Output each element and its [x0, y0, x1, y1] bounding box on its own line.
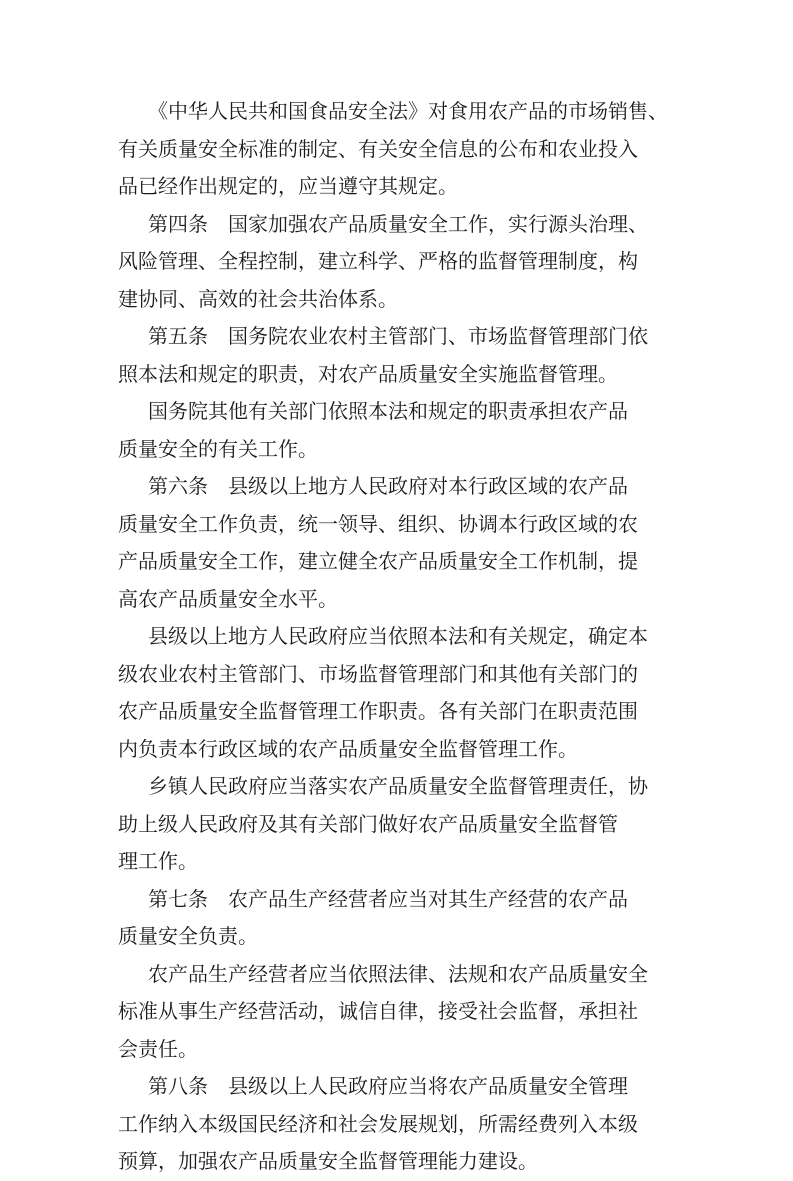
article-number: 第四条	[148, 211, 208, 236]
paragraph-line	[118, 93, 680, 131]
article-number: 第八条	[148, 1074, 208, 1098]
text: 有关质量安全标准的制定、有关安全信息的公布和农业投入	[118, 136, 638, 161]
text: 乡镇人民政府应当落实农产品质量安全监督管理责任，协	[148, 774, 648, 798]
paragraph-line	[118, 393, 680, 431]
text: 预算，加强农产品质量安全监督管理能力建设。	[118, 1149, 538, 1173]
paragraph-line	[118, 506, 680, 544]
paragraph-line	[118, 806, 680, 844]
text: 农产品生产经营者应当对其生产经营的农产品	[228, 886, 628, 911]
text: 理工作。	[118, 849, 198, 873]
paragraph-line	[118, 281, 680, 319]
text: 高农产品质量安全水平。	[118, 586, 338, 611]
text: 质量安全工作负责，统一领导、组织、协调本行政区域的农	[118, 511, 638, 536]
text: 标准从事生产经营活动，诚信自律，接受社会监督，承担社	[118, 999, 638, 1023]
text: 产品质量安全工作，建立健全农产品质量安全工作机制，提	[118, 549, 638, 573]
paragraph-line	[118, 1143, 680, 1181]
text: 级农业农村主管部门、市场监督管理部门和其他有关部门的	[118, 661, 638, 686]
text: 品已经作出规定的，应当遵守其规定。	[118, 174, 458, 198]
text: 农产品生产经营者应当依照法律、法规和农产品质量安全	[148, 961, 648, 986]
text: 会责任。	[118, 1036, 198, 1061]
text: 国家加强农产品质量安全工作，实行源头治理、	[228, 211, 648, 236]
paragraph-line	[118, 1031, 680, 1069]
paragraph-line	[118, 618, 680, 656]
paragraph-line	[118, 131, 680, 169]
text: 县级以上地方人民政府对本行政区域的农产品	[228, 474, 628, 498]
text: 内负责本行政区域的农产品质量安全监督管理工作。	[118, 736, 578, 761]
text: 县级以上人民政府应当将农产品质量安全管理	[228, 1074, 628, 1098]
paragraph-line	[118, 731, 680, 769]
paragraph-line	[118, 543, 680, 581]
paragraph-line	[118, 993, 680, 1031]
paragraph-line	[118, 956, 680, 994]
article-number: 第七条	[148, 886, 208, 911]
text: 照本法和规定的职责，对农产品质量安全实施监督管理。	[118, 361, 618, 386]
text: 国务院其他有关部门依照本法和规定的职责承担农产品	[148, 399, 628, 423]
paragraph-line	[118, 1106, 680, 1144]
text: 质量安全负责。	[118, 924, 258, 948]
article-number: 第五条	[148, 324, 208, 348]
article-5-line	[118, 318, 680, 356]
text: 农产品质量安全监督管理工作职责。各有关部门在职责范围	[118, 699, 638, 723]
text: 工作纳入本级国民经济和社会发展规划，所需经费列入本级	[118, 1111, 638, 1136]
paragraph-line	[118, 581, 680, 619]
text: 建协同、高效的社会共治体系。	[118, 286, 398, 311]
text: 质量安全的有关工作。	[118, 436, 318, 461]
paragraph-line	[118, 918, 680, 956]
document-body	[118, 93, 680, 1181]
article-number: 第六条	[148, 474, 208, 498]
text: 助上级人民政府及其有关部门做好农产品质量安全监督管	[118, 811, 618, 836]
paragraph-line	[118, 656, 680, 694]
paragraph-line	[118, 356, 680, 394]
paragraph-line	[118, 243, 680, 281]
article-8-line	[118, 1068, 680, 1106]
paragraph-line	[118, 431, 680, 469]
article-6-line	[118, 468, 680, 506]
paragraph-line	[118, 693, 680, 731]
text: 县级以上地方人民政府应当依照本法和有关规定，确定本	[148, 624, 648, 648]
text: 国务院农业农村主管部门、市场监督管理部门依	[228, 324, 648, 348]
article-7-line	[118, 881, 680, 919]
paragraph-line	[118, 168, 680, 206]
text: 《中华人民共和国食品安全法》对食用农产品的市场销售、	[148, 99, 668, 123]
article-4-line	[118, 206, 680, 244]
paragraph-line	[118, 768, 680, 806]
text: 风险管理、全程控制，建立科学、严格的监督管理制度，构	[118, 249, 638, 273]
paragraph-line	[118, 843, 680, 881]
